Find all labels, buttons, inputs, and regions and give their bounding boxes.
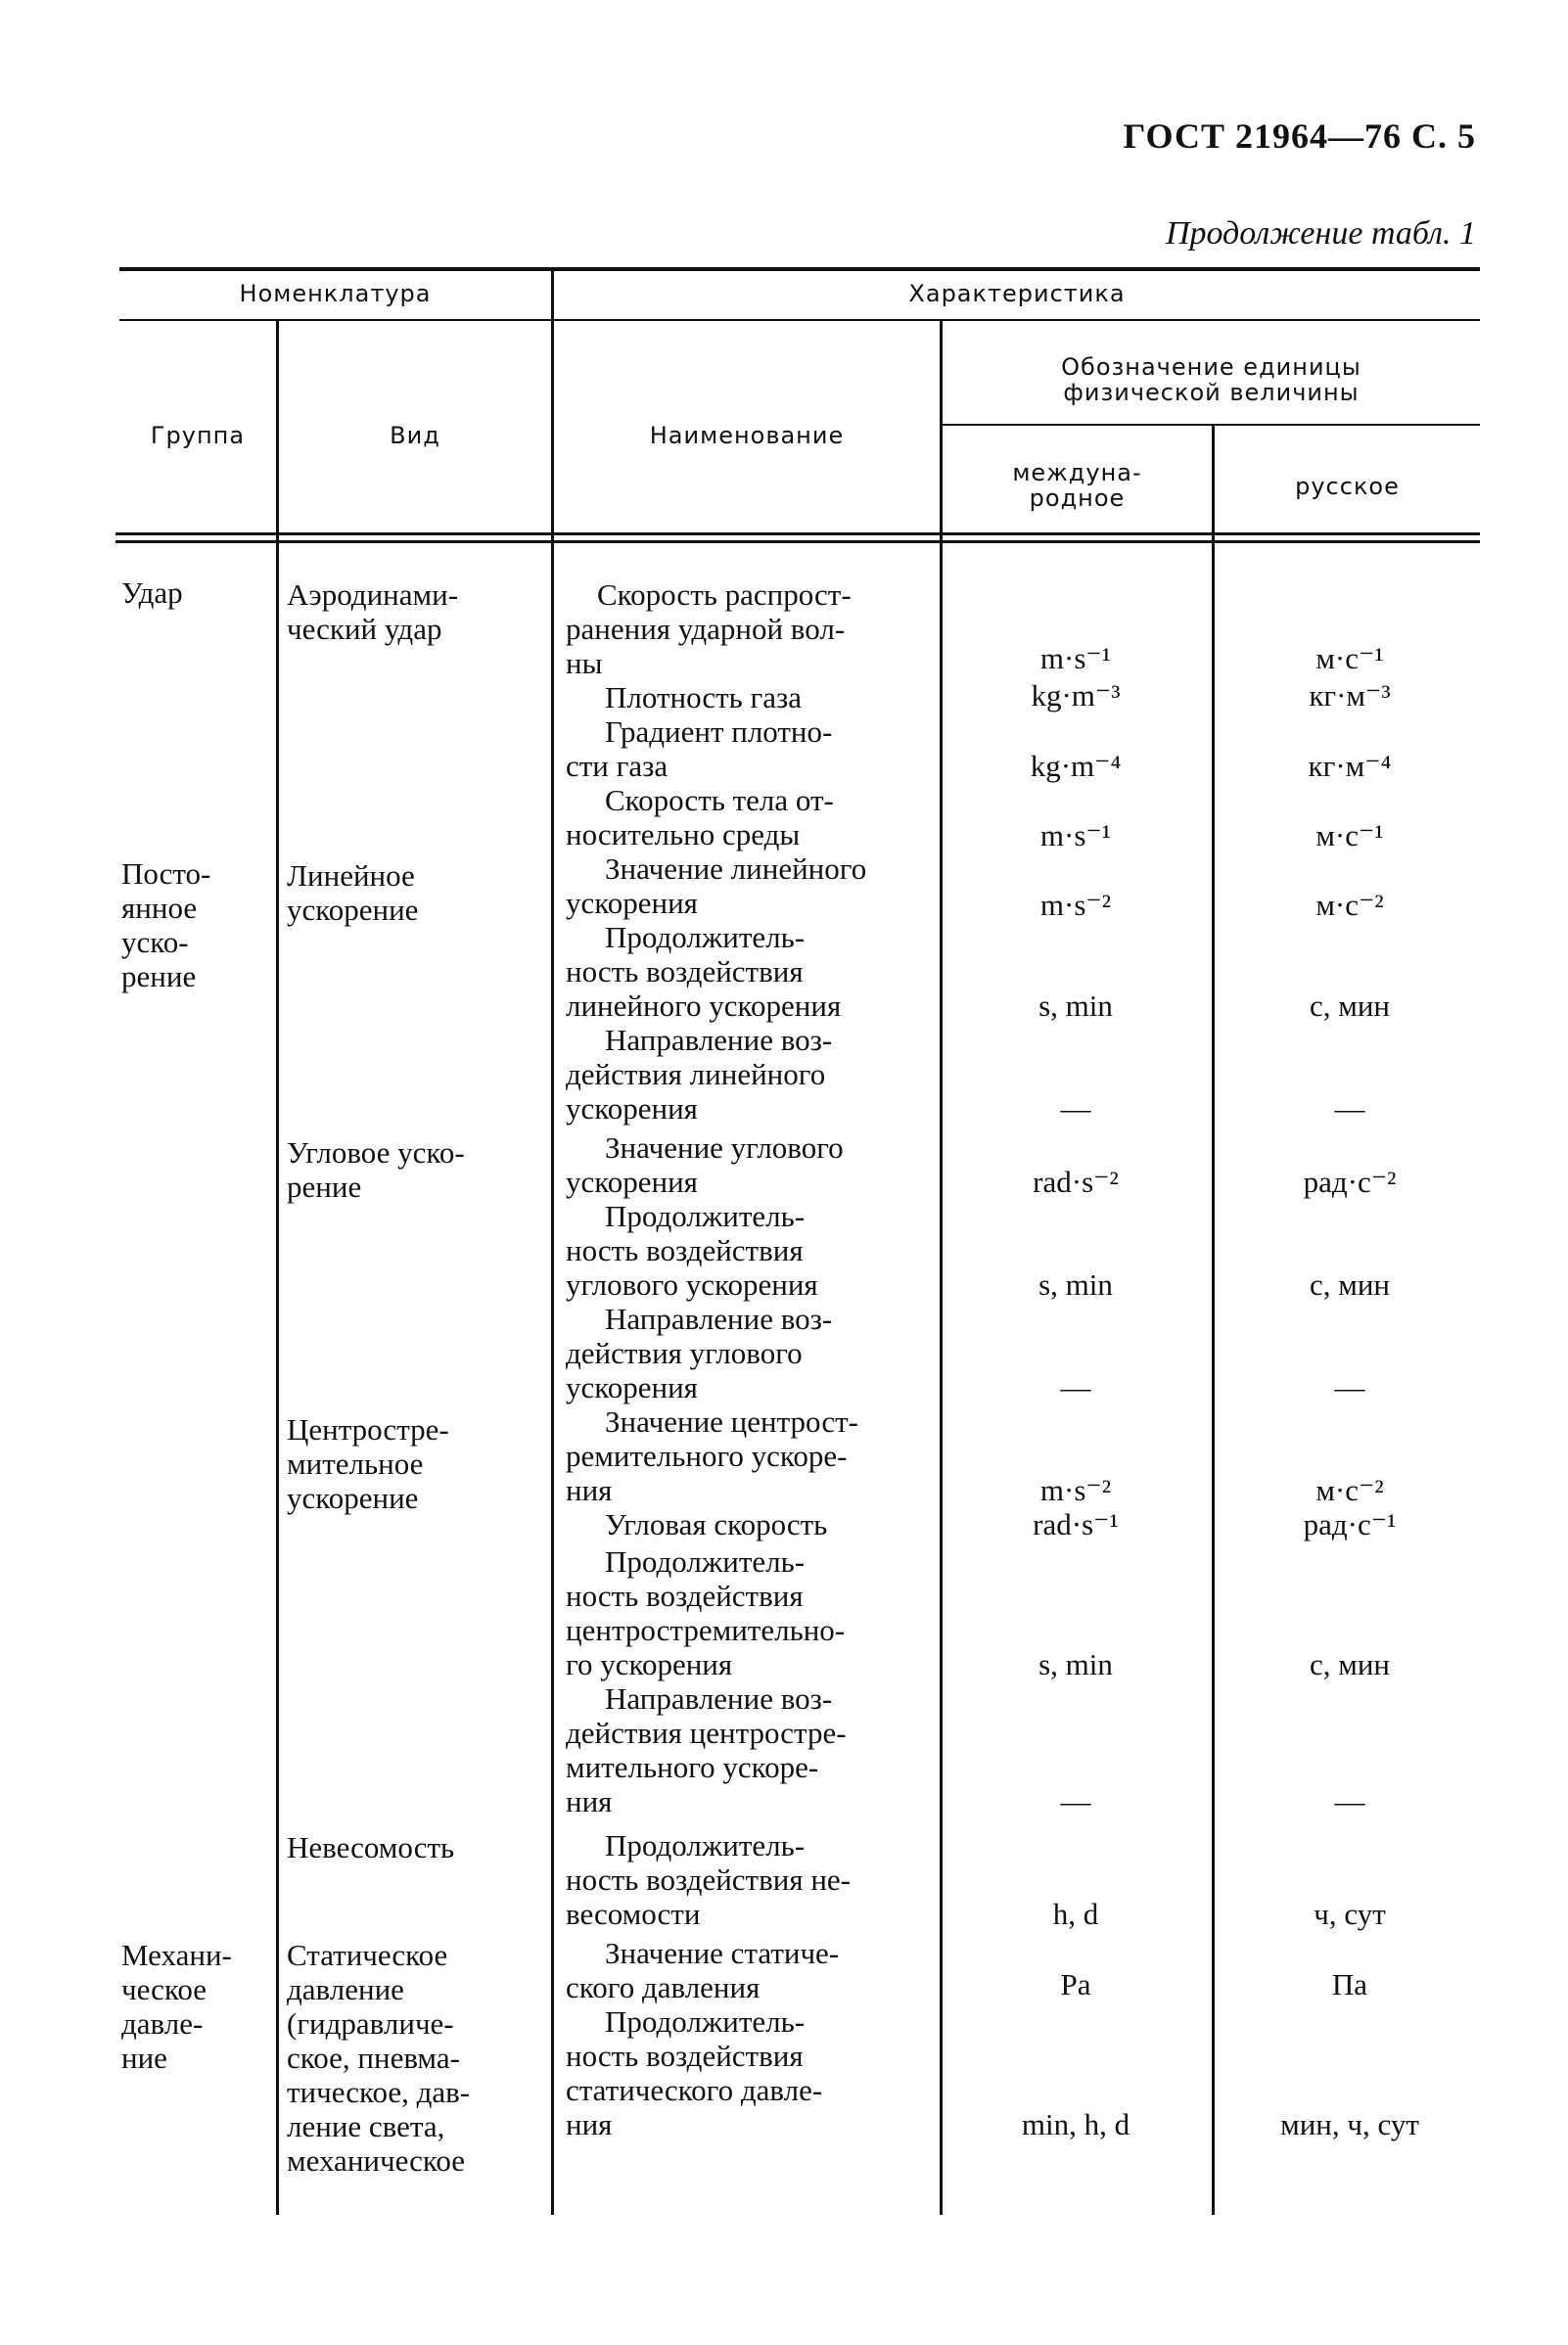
name-line: Значение центрост- xyxy=(605,1404,858,1439)
name-line: ния xyxy=(566,1784,613,1818)
name-line: Продолжитель- xyxy=(605,920,806,954)
header-name: Наименование xyxy=(649,422,845,449)
header-kind: Вид xyxy=(390,422,440,449)
name-line: ского давления xyxy=(566,1970,761,2004)
name-line: Продолжитель- xyxy=(605,1544,806,1579)
kind-text: ское, пневма- xyxy=(287,2041,460,2075)
header-sub-rule xyxy=(119,319,1480,321)
name-line: ния xyxy=(566,1473,613,1507)
kind-text: давление xyxy=(287,1972,404,2006)
unit-russian: м·с⁻¹ xyxy=(1315,641,1384,675)
unit-russian: с, мин xyxy=(1309,989,1391,1023)
table-continuation-label: Продолжение табл. 1 xyxy=(1165,215,1476,252)
unit-russian: кг·м⁻⁴ xyxy=(1308,749,1392,783)
kind-cell xyxy=(287,1938,549,2178)
header-bottom-rule-1 xyxy=(115,532,1480,535)
group-cell xyxy=(121,856,276,993)
unit-international: m·s⁻² xyxy=(1039,888,1112,922)
kind-text: Статическое xyxy=(287,1938,448,1972)
unit-international: m·s⁻² xyxy=(1039,1473,1112,1507)
header-russian: русское xyxy=(1295,473,1400,500)
characteristic-name xyxy=(566,783,928,851)
name-line: ния xyxy=(566,2107,613,2141)
header-international xyxy=(943,460,1212,511)
group-text: давле- xyxy=(121,2006,204,2041)
name-line: ускорения xyxy=(566,1370,698,1404)
unit-international: s, min xyxy=(1038,989,1113,1023)
name-line: Угловая скорость xyxy=(605,1507,828,1541)
unit-international: — xyxy=(1060,1370,1091,1404)
name-line: действия линейного xyxy=(566,1057,826,1091)
characteristic-name xyxy=(566,1681,928,1818)
unit-russian: рад·с⁻² xyxy=(1303,1165,1397,1199)
name-line: Продолжитель- xyxy=(605,2004,806,2039)
col-divider-intl-ru xyxy=(1212,426,1215,2215)
characteristic-name xyxy=(566,2004,928,2141)
unit-russian: кг·м⁻³ xyxy=(1309,678,1391,713)
name-line: Направление воз- xyxy=(605,1023,833,1057)
kind-text: Линейное xyxy=(287,858,415,893)
name-line: ускорения xyxy=(566,1091,698,1126)
name-line: Плотность газа xyxy=(605,680,803,714)
name-line: Значение углового xyxy=(605,1130,844,1165)
kind-text: Аэродинами- xyxy=(287,577,459,612)
kind-cell xyxy=(287,1830,549,1864)
name-line: Направление воз- xyxy=(605,1302,833,1336)
name-line: Скорость тела от- xyxy=(605,783,834,817)
kind-cell xyxy=(287,1135,549,1204)
unit-russian: Па xyxy=(1331,1967,1368,2001)
standard-header: ГОСТ 21964—76 С. 5 xyxy=(1123,116,1476,156)
unit-russian: мин, ч, сут xyxy=(1280,2107,1419,2141)
kind-text: ускорение xyxy=(287,1481,419,1515)
characteristic-name xyxy=(566,1404,928,1507)
name-line: углового ускорения xyxy=(566,1267,818,1302)
unit-header-rule xyxy=(940,424,1480,426)
unit-russian: — xyxy=(1334,1784,1365,1818)
header-bottom-rule-2 xyxy=(115,540,1480,543)
characteristic-name xyxy=(566,1199,928,1302)
unit-international: min, h, d xyxy=(1021,2107,1130,2141)
kind-text: рение xyxy=(287,1170,362,1204)
name-line: центростремительно- xyxy=(566,1613,846,1647)
name-line: мительного ускоре- xyxy=(566,1750,819,1784)
kind-cell xyxy=(287,1412,549,1515)
characteristic-name xyxy=(566,920,928,1023)
unit-international: s, min xyxy=(1038,1267,1113,1302)
kind-text: механическое xyxy=(287,2143,466,2178)
group-text: ние xyxy=(121,2041,167,2075)
unit-international: rad·s⁻² xyxy=(1033,1165,1119,1199)
characteristic-name xyxy=(566,577,928,680)
header-group: Группа xyxy=(150,422,246,449)
name-line: го ускорения xyxy=(566,1647,733,1681)
name-line: весомости xyxy=(566,1897,701,1931)
name-line: Значение статиче- xyxy=(605,1936,840,1970)
name-line: ранения ударной вол- xyxy=(566,612,846,646)
name-line: ускорения xyxy=(566,886,698,920)
group-text: янное xyxy=(121,891,198,925)
kind-text: Невесомость xyxy=(287,1830,455,1864)
header-international-line1: междуна- xyxy=(1012,459,1142,486)
characteristic-name xyxy=(566,1130,928,1199)
kind-text: (гидравличе- xyxy=(287,2006,454,2041)
unit-international: — xyxy=(1060,1784,1091,1818)
unit-international: Pa xyxy=(1060,1967,1091,2001)
unit-international: kg·m⁻⁴ xyxy=(1030,749,1122,783)
name-line: ны xyxy=(566,646,603,680)
name-line: ность воздействия xyxy=(566,2039,804,2073)
unit-russian: — xyxy=(1334,1370,1365,1404)
name-line: действия центростре- xyxy=(566,1716,847,1750)
name-line: Скорость распрост- xyxy=(597,577,852,612)
characteristic-name xyxy=(566,1828,928,1931)
unit-russian: с, мин xyxy=(1309,1647,1391,1681)
unit-international: — xyxy=(1060,1091,1091,1126)
characteristic-name xyxy=(566,1023,928,1126)
kind-text: Центростре- xyxy=(287,1412,449,1447)
unit-russian: рад·с⁻¹ xyxy=(1303,1507,1397,1541)
header-nomenclature: Номенклатура xyxy=(239,280,432,307)
kind-text: Угловое уско- xyxy=(287,1135,465,1170)
group-text: Удар xyxy=(121,575,183,610)
characteristic-name xyxy=(566,680,928,714)
unit-international: m·s⁻¹ xyxy=(1039,641,1112,675)
name-line: линейного ускорения xyxy=(566,989,842,1023)
name-line: носительно среды xyxy=(566,817,801,851)
name-line: Продолжитель- xyxy=(605,1828,806,1862)
unit-international: h, d xyxy=(1052,1897,1099,1931)
group-text: уско- xyxy=(121,925,189,959)
characteristic-name xyxy=(566,714,928,783)
kind-cell xyxy=(287,577,549,646)
header-characteristic: Характеристика xyxy=(908,280,1126,307)
group-cell xyxy=(121,1938,276,2075)
kind-text: ление света, xyxy=(287,2109,445,2143)
name-line: Значение линейного xyxy=(605,851,867,886)
name-line: ускорения xyxy=(566,1165,698,1199)
kind-text: мительное xyxy=(287,1447,424,1481)
name-line: Градиент плотно- xyxy=(605,714,833,749)
characteristic-name xyxy=(566,1544,928,1681)
group-text: рение xyxy=(121,959,197,993)
characteristic-name xyxy=(566,1936,928,2004)
header-unit-designation-line1: Обозначение единицы xyxy=(1061,353,1361,381)
unit-international: kg·m⁻³ xyxy=(1031,678,1121,713)
unit-russian: — xyxy=(1334,1091,1365,1126)
header-unit-designation xyxy=(943,354,1480,405)
header-international-line2: родное xyxy=(1029,484,1126,512)
name-line: ность воздействия xyxy=(566,954,804,989)
name-line: Продолжитель- xyxy=(605,1199,806,1233)
name-line: статического давле- xyxy=(566,2073,823,2107)
group-text: Механи- xyxy=(121,1938,232,1972)
characteristic-name xyxy=(566,1302,928,1404)
kind-text: тическое, дав- xyxy=(287,2075,471,2109)
unit-russian: ч, сут xyxy=(1314,1897,1386,1931)
unit-russian: м·с⁻¹ xyxy=(1315,818,1384,852)
unit-international: s, min xyxy=(1038,1647,1113,1681)
name-line: Направление воз- xyxy=(605,1681,833,1716)
name-line: сти газа xyxy=(566,749,669,783)
characteristic-name xyxy=(566,851,928,920)
unit-international: m·s⁻¹ xyxy=(1039,818,1112,852)
col-divider-group-kind xyxy=(276,321,279,2215)
kind-cell xyxy=(287,858,549,927)
unit-russian: с, мин xyxy=(1309,1267,1391,1302)
table-top-rule xyxy=(119,267,1480,271)
name-line: ность воздействия не- xyxy=(566,1862,852,1897)
name-line: ремительного ускоре- xyxy=(566,1439,848,1473)
kind-text: ческий удар xyxy=(287,612,442,646)
group-cell xyxy=(121,575,276,610)
name-line: ность воздействия xyxy=(566,1233,804,1267)
unit-international: rad·s⁻¹ xyxy=(1033,1507,1119,1541)
kind-text: ускорение xyxy=(287,893,419,927)
unit-russian: м·с⁻² xyxy=(1315,888,1384,922)
name-line: действия углового xyxy=(566,1336,803,1370)
name-line: ность воздействия xyxy=(566,1579,804,1613)
col-divider-kind-name xyxy=(551,269,554,2215)
characteristic-name xyxy=(566,1507,928,1541)
unit-russian: м·с⁻² xyxy=(1315,1473,1384,1507)
group-text: ческое xyxy=(121,1972,208,2006)
group-text: Посто- xyxy=(121,856,211,891)
header-unit-designation-line2: физической величины xyxy=(1063,379,1360,406)
